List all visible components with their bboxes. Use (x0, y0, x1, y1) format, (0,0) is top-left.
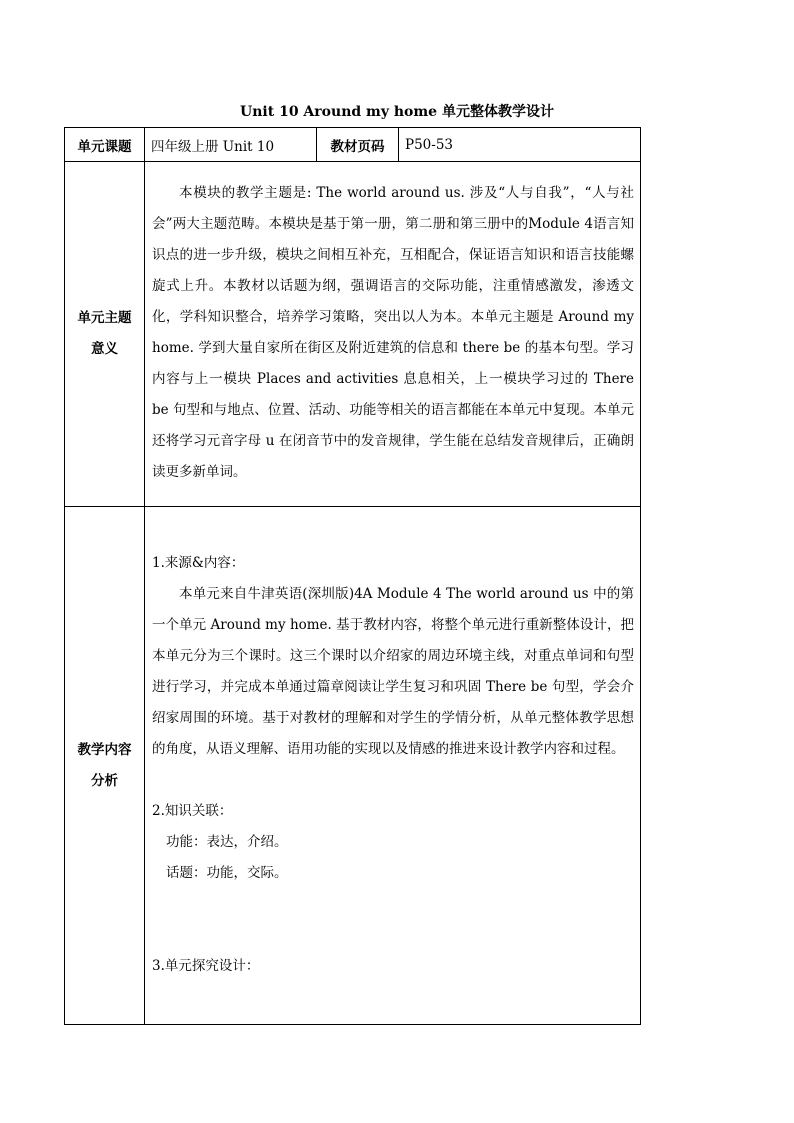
source-heading: 1.来源&内容： (152, 554, 245, 571)
theme-label (65, 162, 145, 507)
theme-label-line1: 单元主题 (77, 310, 132, 326)
analysis-row (65, 507, 641, 1025)
theme-text: 本模块的教学主题是: The world around us. 涉及“人与自我”，“人与社会”两大主题范畴。本模块是基于第一册，第二册和第三册中的Module 4语言知识点的进一步升级，模块之间相互补充，互相配合，保证语言知识和语言技能螺旋式上升。本教材以话题为纲，强调语言的交际功能，注重情感激发，渗透文化，学科知识整合，培养学习策略，突出以人为本。本单元主题是 Around my home. 学到大量自家所在街区及附近建筑的信息和 there be 的基本句型。学习内容与上一模块 Places and activities 息息相关，上一模块学习过的 There be 句型和与地点、位置、活动、功能等相关的语言都能在本单元中复现。本单元还将学习元音字母 u 在闭音节中的发音规律，学生能在总结发音规律后，正确朗读更多新单词。 (152, 185, 634, 480)
theme-row (65, 162, 641, 507)
analysis-label-line2: 分析 (91, 772, 118, 789)
theme-label-line2: 意义 (91, 341, 118, 357)
knowledge-heading: 2.知识关联： (152, 802, 233, 819)
inquiry-heading: 3.单元探究设计： (152, 957, 260, 974)
analysis-content (145, 507, 641, 1025)
unit-value: 四年级上册 Unit 10 (145, 128, 317, 162)
unit-label: 单元课题 (65, 128, 145, 162)
analysis-label-line1: 教学内容 (77, 741, 132, 758)
pages-label: 教材页码 (317, 128, 399, 162)
knowledge-topic: 话题：功能，交际。 (166, 864, 288, 881)
unit-row (65, 128, 641, 162)
knowledge-function: 功能：表达，介绍。 (166, 833, 288, 850)
document-title: Unit 10 Around my home 单元整体教学设计 (240, 104, 554, 120)
unit-design-table (64, 127, 641, 1025)
analysis-label (65, 507, 145, 1025)
pages-value: P50-53 (399, 128, 641, 162)
source-text: 本单元来自牛津英语(深圳版)4A Module 4 The world around us 中的第一个单元 Around my home. 基于教材内容，将整个单元进行重新整体设计，把本单元分为三个课时。这三个课时以介绍家的周边环境主线，对重点单词和句型进行学习，并完成本单通过篇章阅读让学生复习和巩固 There be 句型，学会介绍家周围的环境。基于对教材的理解和对学生的学情分析，从单元整体教学思想的角度，从语义理解、语用功能的实现以及情感的推进来设计教学内容和过程。 (152, 585, 634, 757)
theme-content (145, 162, 641, 507)
